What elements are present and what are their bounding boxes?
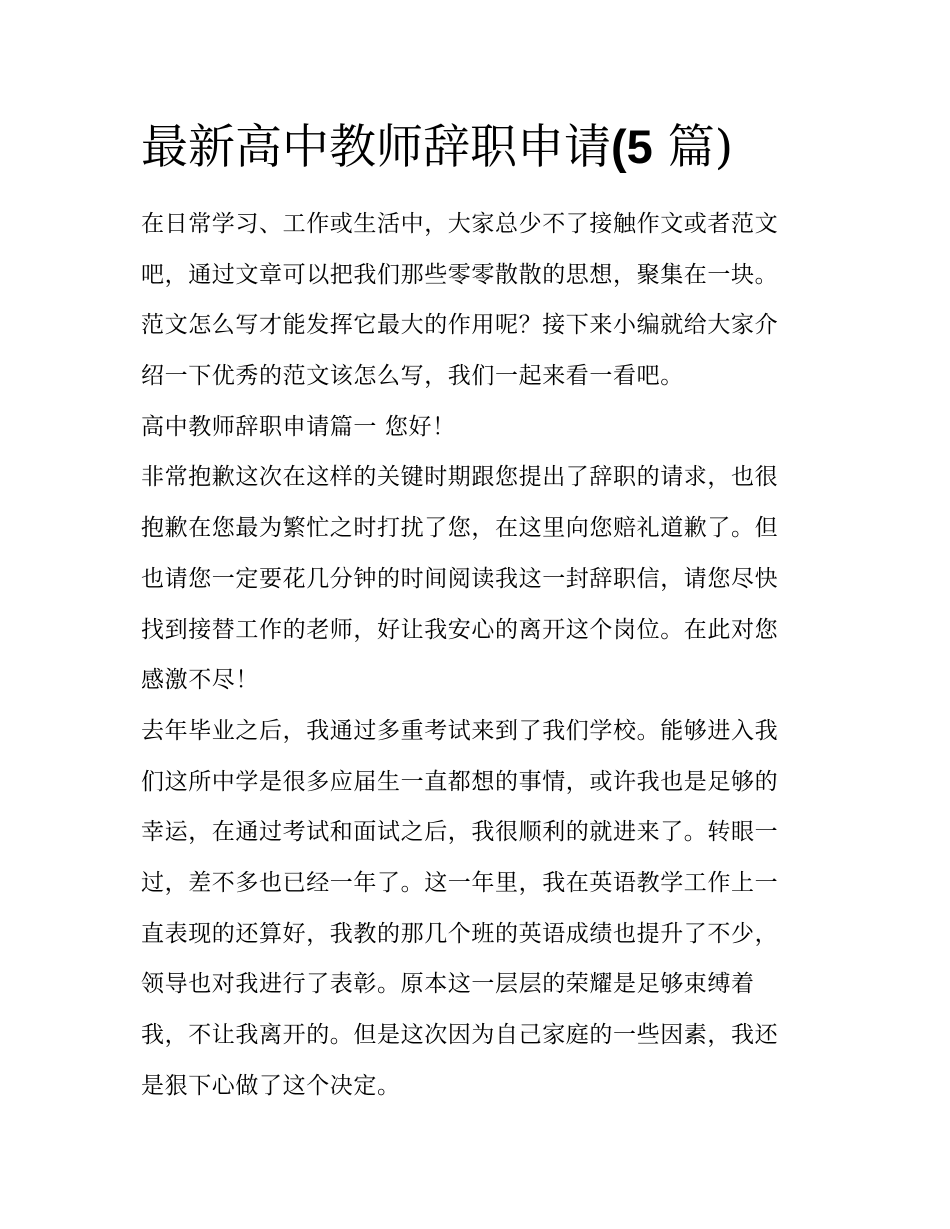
text-line: 我，不让我离开的。但是这次因为自己家庭的一些因素，我还 [141,1022,779,1048]
text-line: 过，差不多也已经一年了。这一年里，我在英语教学工作上一 [141,869,779,896]
text-line: 非常抱歉这次在这样的关键时期跟您提出了辞职的请求，也很 [141,464,779,491]
text-line: 幸运，在通过考试和面试之后，我很顺利的就进来了。转眼一 [141,819,779,846]
section-heading [141,402,813,453]
text-line: 直表现的还算好，我教的那几个班的英语成绩也提升了不少， [141,920,779,947]
text-line: 吧，通过文章可以把我们那些零零散散的思想，聚集在一块。 [141,261,779,288]
title-suffix: 篇) [652,120,734,175]
text-line: 范文怎么写才能发挥它最大的作用呢？接下来小编就给大家介 [141,312,779,339]
text-line: 是狠下心做了这个决定。 [141,1072,401,1099]
text-line: 领导也对我进行了表彰。原本这一层层的荣耀是足够束缚着 [141,971,755,998]
document-title [141,117,733,178]
text-line: 感激不尽！ [141,667,259,694]
text-line: 也请您一定要花几分钟的时间阅读我这一封辞职信，请您尽快 [141,565,779,592]
title-text: 最新高中教师辞职申请 [141,120,611,175]
apology-paragraph [141,452,813,705]
text-line: 们这所中学是很多应届生一直都想的事情，或许我也是足够的 [141,768,779,795]
text-line: 在日常学习、工作或生活中，大家总少不了接触作文或者范文 [141,211,779,237]
intro-paragraph [141,199,813,402]
text-line: 高中教师辞职申请篇一 您好！ [141,413,456,440]
document-body [141,199,813,1111]
background-paragraph [141,706,813,1112]
text-line: 去年毕业之后，我通过多重考试来到了我们学校。能够进入我 [141,717,779,744]
text-line: 找到接替工作的老师，好让我安心的离开这个岗位。在此对您 [141,616,779,643]
title-count: (5 [611,120,653,173]
text-line: 绍一下优秀的范文该怎么写，我们一起来看一看吧。 [141,363,684,390]
text-line: 抱歉在您最为繁忙之时打扰了您，在这里向您赔礼道歉了。但 [141,515,779,542]
